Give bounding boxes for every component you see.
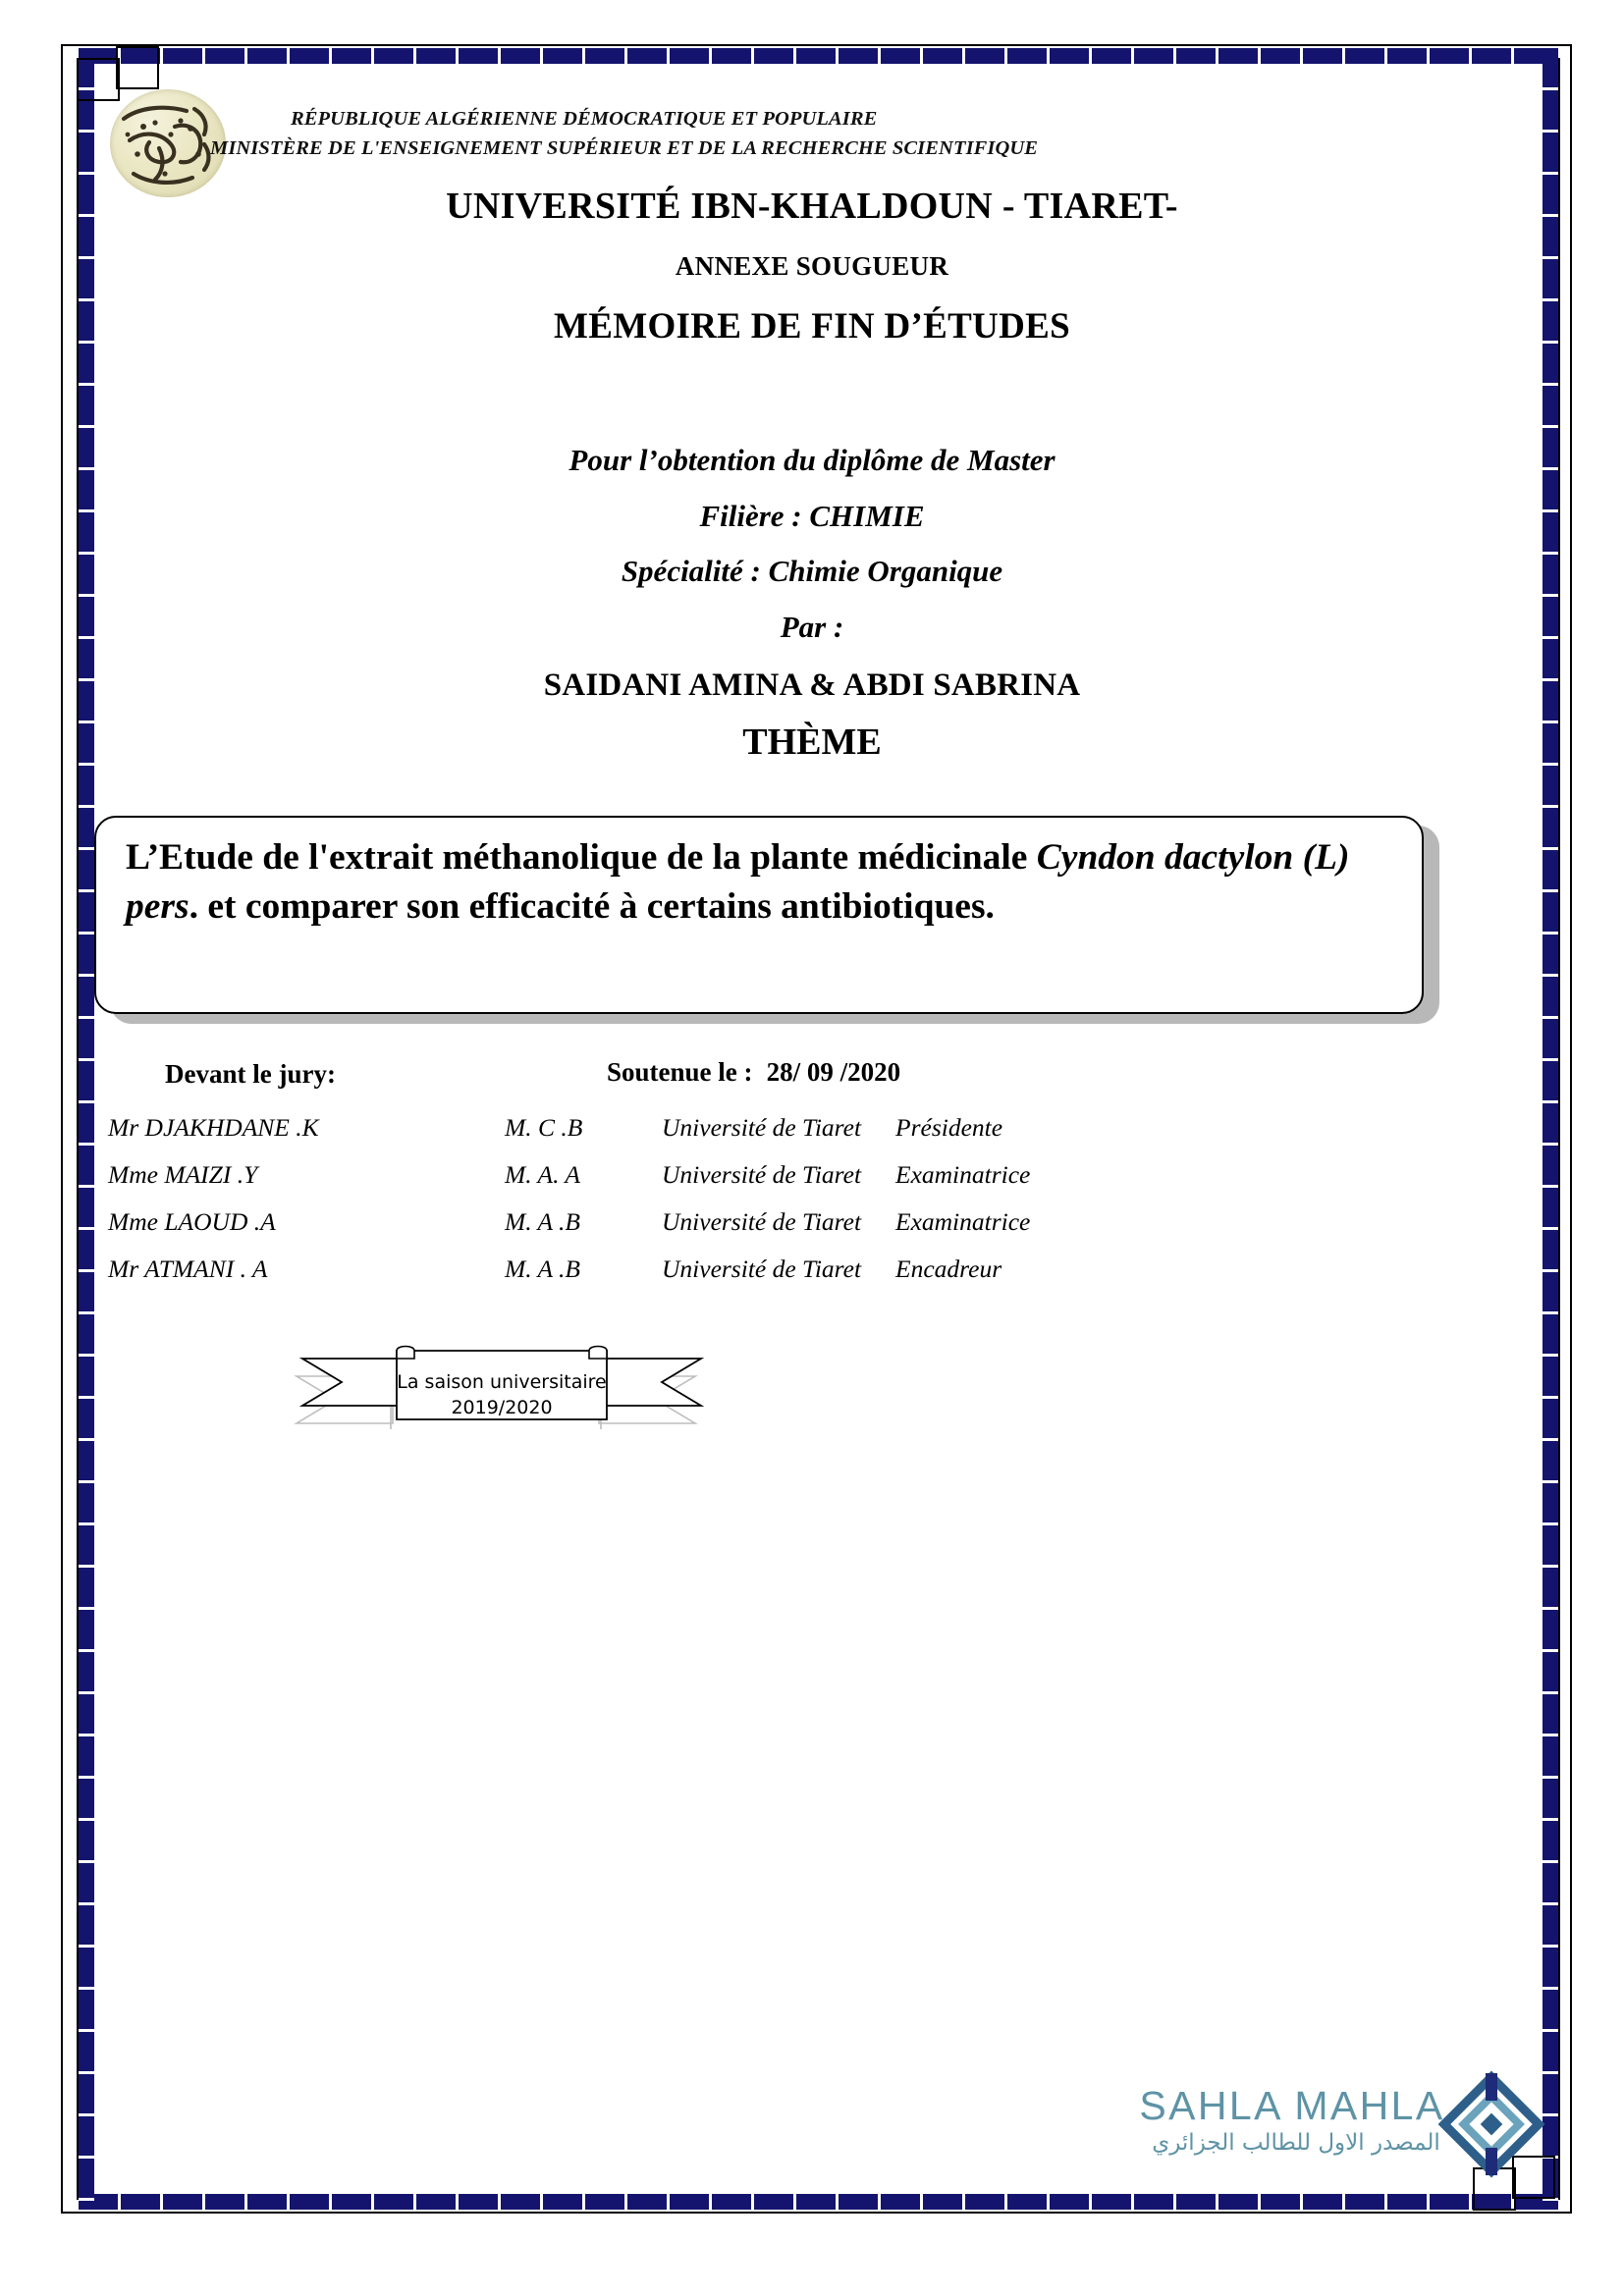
thesis-title-text bbox=[126, 833, 1392, 932]
jury-member-grade: M. A. A bbox=[505, 1160, 580, 1189]
thesis-title-part1: L’Etude de l'extrait méthanolique de la plante médicinale bbox=[126, 837, 1037, 878]
jury-member-affiliation: Université de Tiaret bbox=[662, 1207, 862, 1236]
document-type-heading: MÉMOIRE DE FIN D’ÉTUDES bbox=[554, 306, 1070, 347]
degree-specialite: Spécialité : Chimie Organique bbox=[621, 554, 1003, 588]
jury-member-name: Mme LAOUD .A bbox=[108, 1207, 276, 1236]
page-content bbox=[94, 65, 1530, 2193]
ribbon-line-2: 2019/2020 bbox=[451, 1397, 553, 1418]
table-row bbox=[94, 1113, 1530, 1160]
page-border-band-left bbox=[79, 48, 94, 2210]
degree-filiere: Filière : CHIMIE bbox=[699, 499, 925, 533]
defense-date-label: Soutenue le : bbox=[607, 1057, 753, 1087]
ministry-header-line-1: RÉPUBLIQUE ALGÉRIENNE DÉMOCRATIQUE ET POPULAIRE bbox=[291, 108, 878, 130]
jury-member-role: Encadreur bbox=[895, 1255, 1002, 1283]
table-row bbox=[94, 1255, 1530, 1302]
jury-table bbox=[94, 1113, 1530, 1302]
degree-purpose: Pour l’obtention du diplôme de Master bbox=[568, 443, 1056, 477]
jury-member-grade: M. A .B bbox=[505, 1255, 580, 1283]
page-border-band-top bbox=[79, 48, 1558, 64]
jury-member-grade: M. C .B bbox=[505, 1113, 583, 1142]
watermark-tagline: المصدر الاول للطالب الجزائري bbox=[1152, 2130, 1440, 2156]
table-row bbox=[94, 1207, 1530, 1255]
academic-year-ribbon bbox=[281, 1341, 723, 1429]
thesis-title-part2: . et comparer son efficacité à certains antibiotiques. bbox=[189, 885, 995, 927]
university-name: UNIVERSITÉ IBN-KHALDOUN - TIARET- bbox=[446, 186, 1178, 227]
jury-member-name: Mr DJAKHDANE .K bbox=[108, 1113, 319, 1142]
thesis-title-box-frame bbox=[94, 816, 1424, 1014]
annexe-name: ANNEXE SOUGUEUR bbox=[675, 251, 949, 281]
jury-member-affiliation: Université de Tiaret bbox=[662, 1255, 862, 1283]
university-seal-icon bbox=[110, 89, 226, 197]
watermark bbox=[1125, 2077, 1538, 2185]
watermark-brand-name: SAHLA MAHLA bbox=[1139, 2083, 1445, 2128]
defense-date-line bbox=[607, 1057, 900, 1088]
jury-heading: Devant le jury: bbox=[165, 1059, 336, 1089]
jury-member-affiliation: Université de Tiaret bbox=[662, 1113, 862, 1142]
ribbon-line-1: La saison universitaire bbox=[397, 1371, 607, 1393]
defense-date-value: 28/ 09 /2020 bbox=[766, 1057, 901, 1087]
jury-member-role: Examinatrice bbox=[895, 1207, 1031, 1236]
theme-label: THÈME bbox=[742, 721, 882, 763]
thesis-title-species: Cyndon dactylon (L) pers bbox=[126, 837, 1350, 927]
author-names: SAIDANI AMINA & ABDI SABRINA bbox=[543, 667, 1081, 703]
jury-member-grade: M. A .B bbox=[505, 1207, 580, 1236]
diamond-lattice-logo-icon bbox=[1437, 2069, 1545, 2179]
ministry-header-line-2: MINISTÈRE DE L'ENSEIGNEMENT SUPÉRIEUR ET DE LA RECHERCHE SCIENTIFIQUE bbox=[210, 137, 1039, 159]
page-border-band-bottom bbox=[79, 2194, 1558, 2210]
jury-member-role: Examinatrice bbox=[895, 1160, 1031, 1189]
page-border-band-right bbox=[1543, 48, 1558, 2210]
authors-label: Par : bbox=[780, 610, 844, 644]
jury-member-role: Présidente bbox=[895, 1113, 1003, 1142]
thesis-title-box bbox=[94, 816, 1439, 1024]
jury-member-name: Mr ATMANI . A bbox=[108, 1255, 268, 1283]
jury-member-name: Mme MAIZI .Y bbox=[108, 1160, 258, 1189]
jury-member-affiliation: Université de Tiaret bbox=[662, 1160, 862, 1189]
table-row bbox=[94, 1160, 1530, 1207]
